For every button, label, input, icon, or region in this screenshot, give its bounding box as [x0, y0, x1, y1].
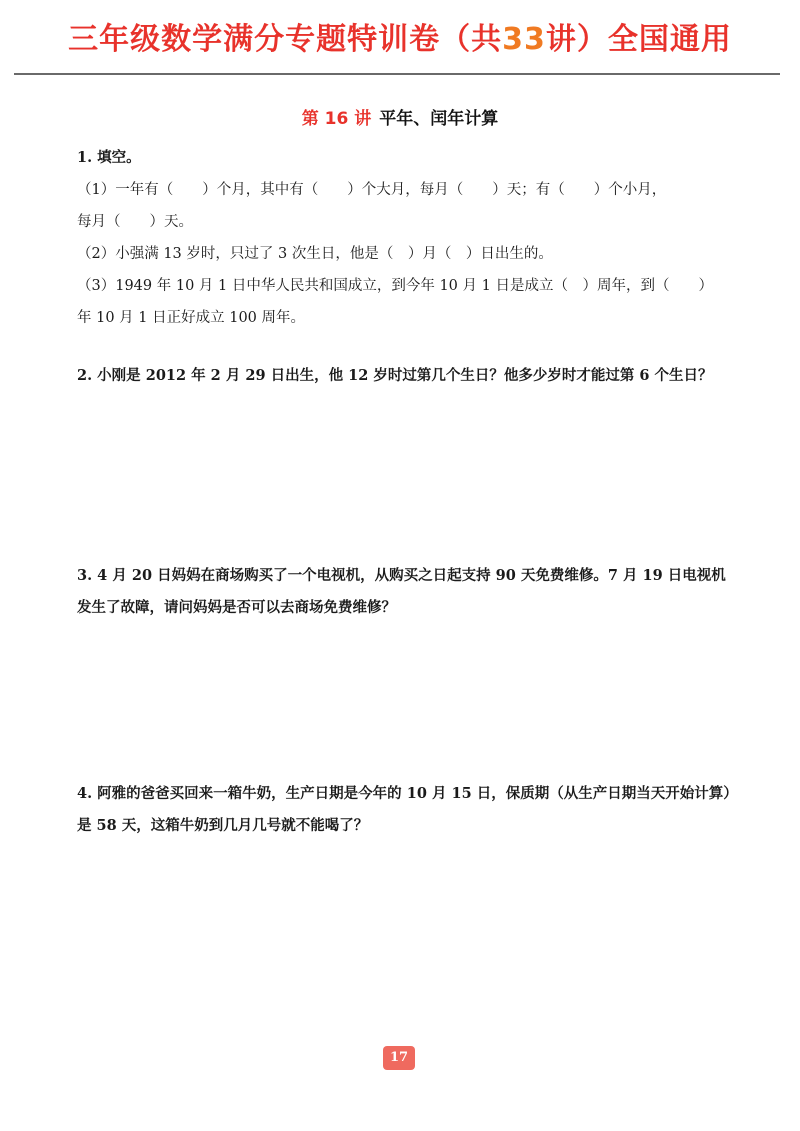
question-1-heading: 1. 填空。 — [77, 149, 141, 166]
series-title-part1: 三年级数学满分专题特训卷（共 — [68, 22, 503, 57]
series-title-count: 33 — [502, 22, 546, 57]
question-1-line: （2）小强满 13 岁时，只过了 3 次生日，他是（ ）月（ ）日出生的。 — [77, 246, 553, 262]
series-title-part2: 讲）全国通用 — [545, 22, 732, 57]
question-2: 2. 小刚是 2012 年 2 月 29 日出生，他 12 岁时过第几个生日？他多少岁时才能过第 6 个生日？ — [77, 367, 713, 384]
lesson-number: 第 16 讲 — [301, 109, 372, 129]
question-1-line: 年 10 月 1 日正好成立 100 周年。 — [77, 310, 306, 326]
lesson-title — [0, 104, 800, 129]
page-banner — [0, 0, 800, 72]
question-3: 3. 4 月 20 日妈妈在商场购买了一个电视机，从购买之日起支持 90 天免费维修。7 月 19 日电视机发生了故障，请问妈妈是否可以去商场免费维修？ — [77, 567, 726, 616]
question-1-line: （3）1949 年 10 月 1 日中华人民共和国成立，到今年 10 月 1 日是成立（ ）周年，到（ ） — [77, 278, 713, 294]
lesson-topic: 平年、闰年计算 — [379, 109, 499, 129]
series-title — [68, 14, 732, 58]
question-1 — [77, 142, 737, 334]
question-1-line: 每月（ ）天。 — [77, 214, 193, 230]
question-4: 4. 阿雅的爸爸买回来一箱牛奶，生产日期是今年的 10 月 15 日，保质期（从生产日期当天开始计算）是 58 天，这箱牛奶到几月几号就不能喝了？ — [77, 785, 731, 834]
question-1-line: （1）一年有（ ）个月，其中有（ ）个大月，每月（ ）天；有（ ）个小月， — [77, 182, 667, 198]
header-divider — [14, 73, 780, 75]
page-number: 17 — [383, 1046, 415, 1070]
